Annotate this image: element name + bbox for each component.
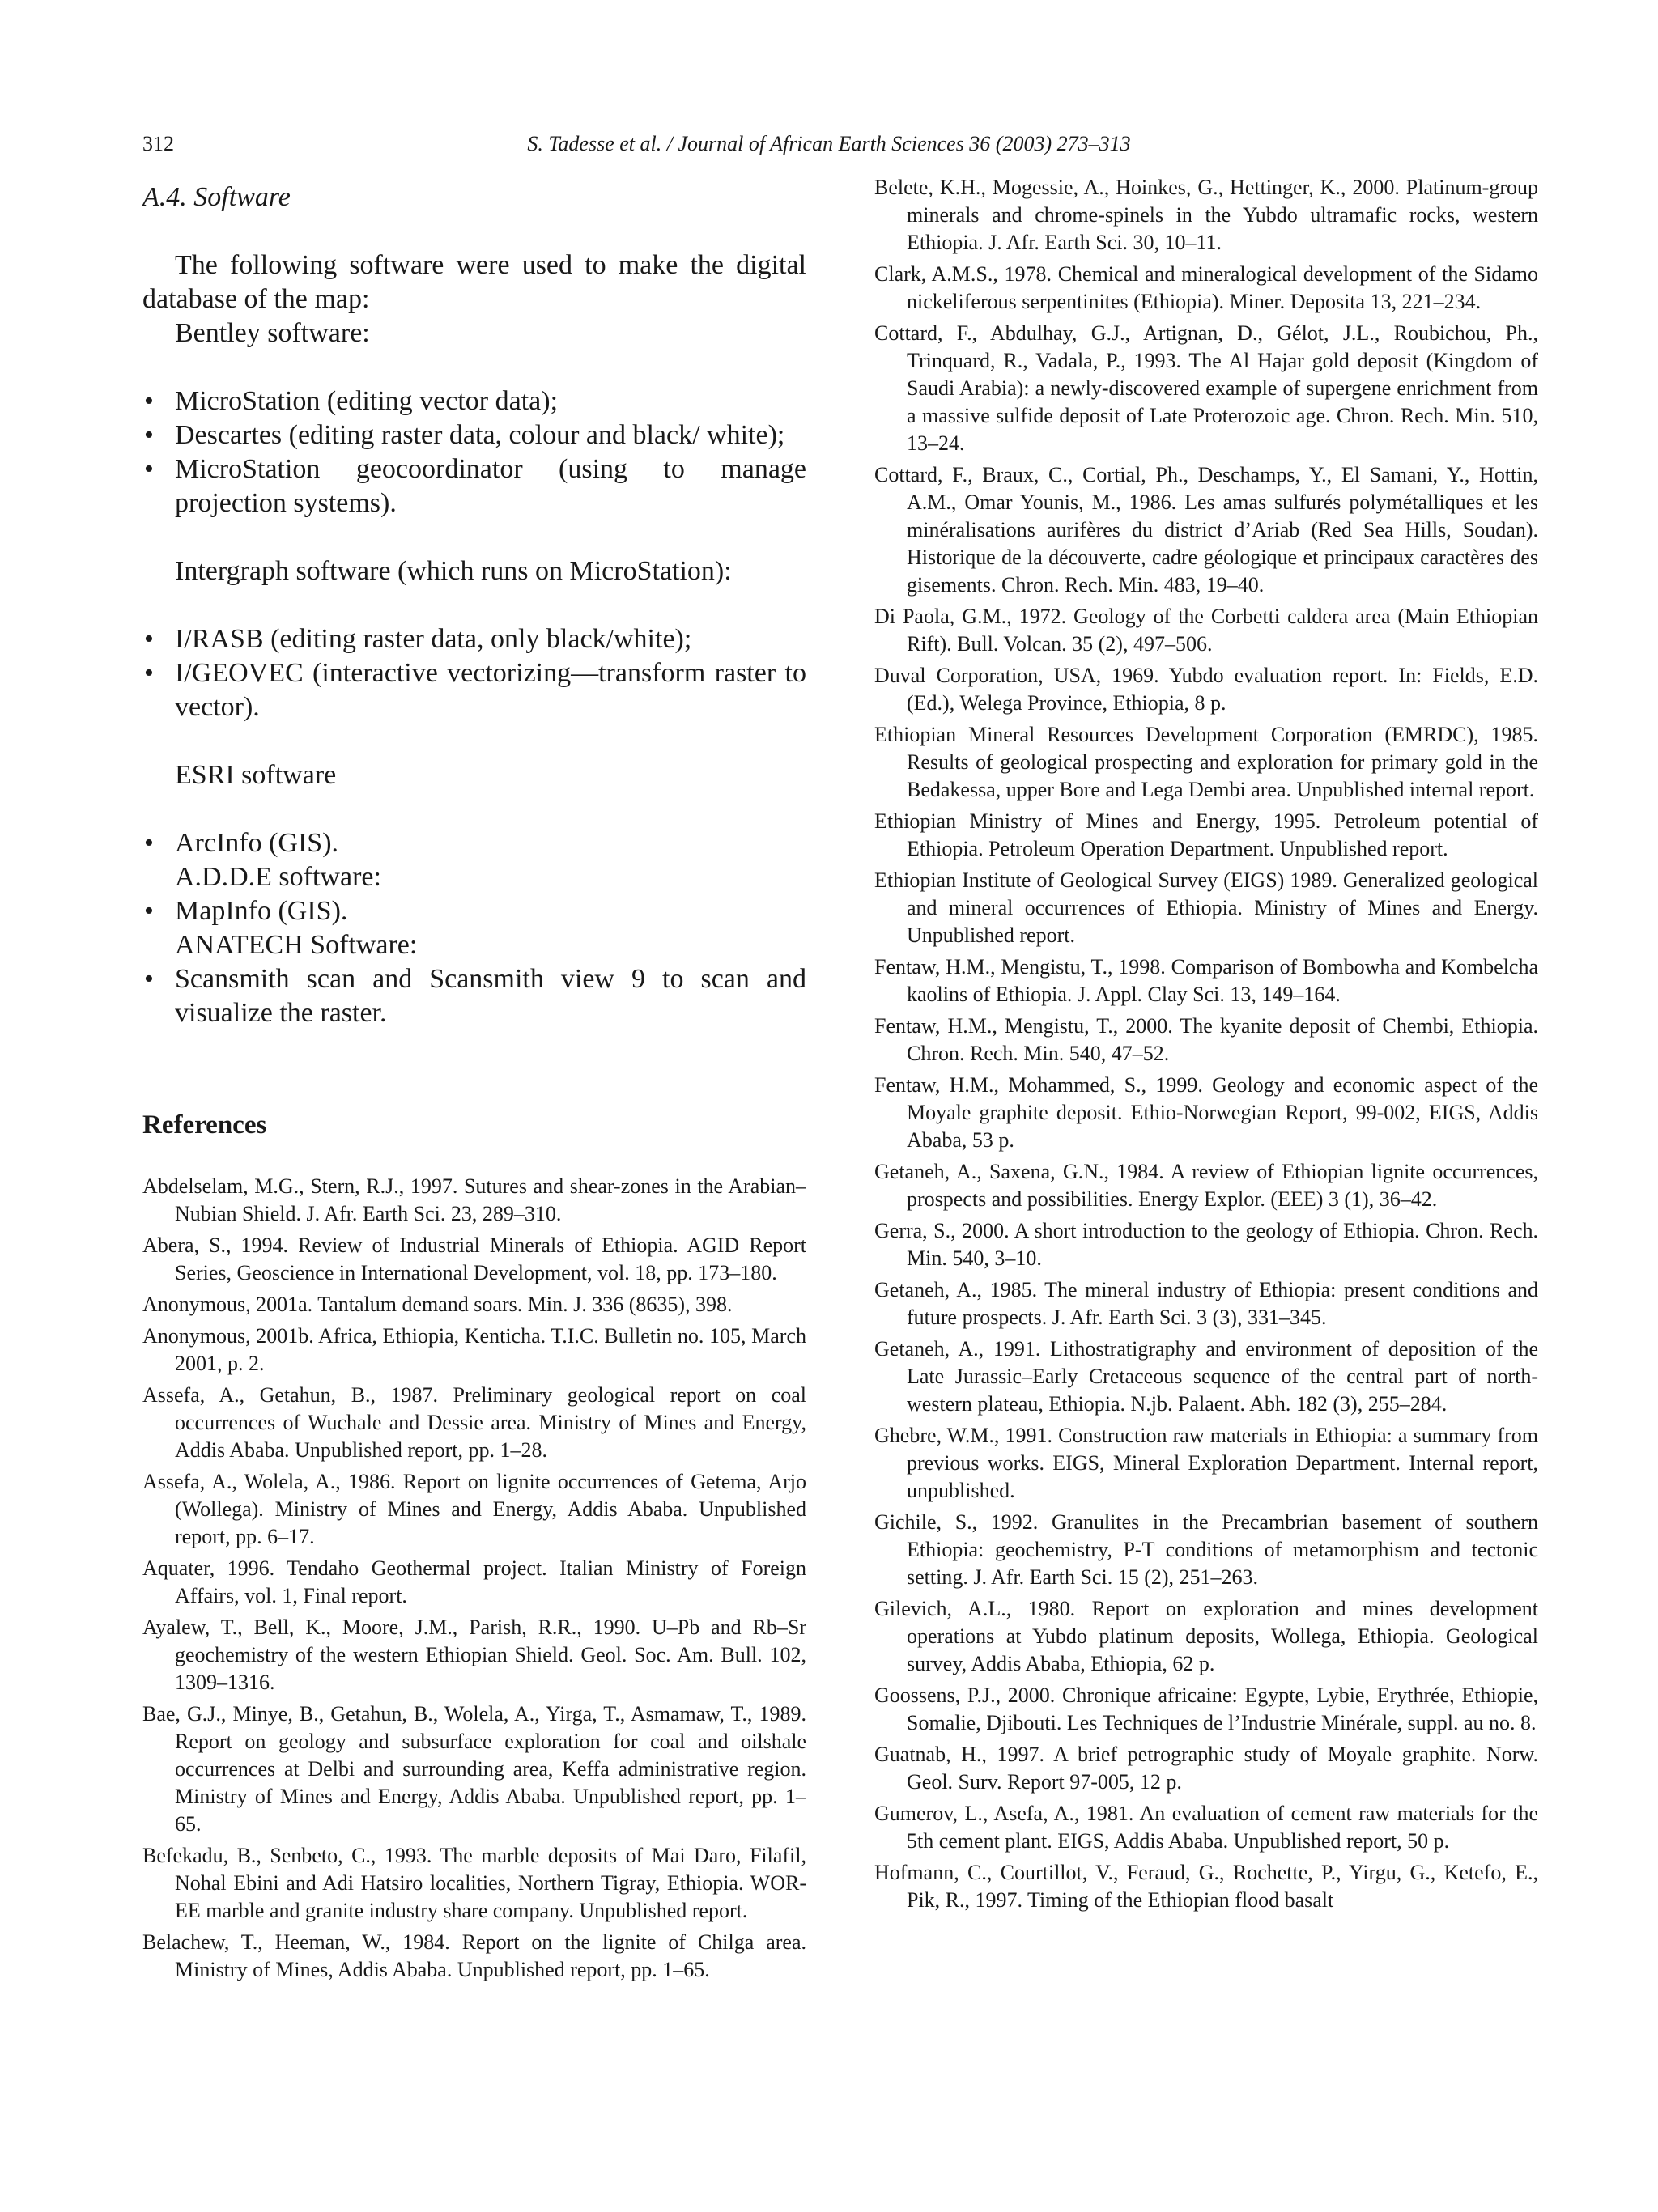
reference-entry: Guatnab, H., 1997. A brief petrographic study of Moyale graphite. Norw. Geol. Surv. Report 97-005, 12 p.	[874, 1743, 1538, 1794]
reference-entry: Goossens, P.J., 2000. Chronique africaine: Egypte, Lybie, Erythrée, Ethiopie, Somalie, Djibouti. Les Techniques de l’Industrie Minérale, suppl. au no. 8.	[874, 1683, 1538, 1734]
list-item: • I/RASB (editing raster data, only black/white);	[142, 622, 806, 656]
intergraph-label: Intergraph software (which runs on MicroStation):	[175, 556, 732, 586]
reference-entry: Abdelselam, M.G., Stern, R.J., 1997. Sutures and shear-zones in the Arabian–Nubian Shield. J. Afr. Earth Sci. 23, 289–310.	[142, 1174, 806, 1225]
reference-entry: Abera, S., 1994. Review of Industrial Minerals of Ethiopia. AGID Report Series, Geoscience in International Development, vol. 18, pp. 173–180.	[142, 1233, 806, 1284]
references-list-right	[874, 174, 1538, 1914]
reference-entry: Aquater, 1996. Tendaho Geothermal project. Italian Ministry of Foreign Affairs, vol. 1, Final report.	[142, 1556, 806, 1607]
section-title: A.4. Software	[142, 182, 291, 212]
reference-entry: Gerra, S., 2000. A short introduction to the geology of Ethiopia. Chron. Rech. Min. 540, 3–10.	[874, 1219, 1538, 1270]
bullet-icon: •	[144, 386, 154, 416]
reference-entry: Fentaw, H.M., Mengistu, T., 2000. The kyanite deposit of Chembi, Ethiopia. Chron. Rech. Min. 540, 47–52.	[874, 1014, 1538, 1065]
reference-entry: Getaneh, A., Saxena, G.N., 1984. A review of Ethiopian lignite occurrences, prospects and possibilities. Energy Explor. (EEE) 3 (1), 36–42.	[874, 1160, 1538, 1211]
reference-entry: Assefa, A., Wolela, A., 1986. Report on lignite occurrences of Getema, Arjo (Wollega). Ministry of Mines and Energy, Addis Ababa. Unpublished report, pp. 6–17.	[142, 1470, 806, 1548]
anatech-label: ANATECH Software:	[175, 930, 418, 960]
list-item: • MapInfo (GIS).	[142, 894, 806, 928]
reference-entry: Assefa, A., Getahun, B., 1987. Preliminary geological report on coal occurrences of Wuchale and Dessie area. Ministry of Mines and Energy, Addis Ababa. Unpublished report, pp. 1–28.	[142, 1383, 806, 1462]
bentley-list	[142, 384, 806, 520]
reference-entry: Ayalew, T., Bell, K., Moore, J.M., Parish, R.R., 1990. U–Pb and Rb–Sr geochemistry of the western Ethiopian Shield. Geol. Soc. Am. Bull. 102, 1309–1316.	[142, 1615, 806, 1694]
list-item: • ArcInfo (GIS).	[142, 826, 806, 860]
reference-entry: Gumerov, L., Asefa, A., 1981. An evaluation of cement raw materials for the 5th cement plant. EIGS, Addis Ababa. Unpublished report, 50 p.	[874, 1802, 1538, 1853]
references-heading: References	[142, 1110, 267, 1140]
bullet-icon: •	[144, 624, 154, 654]
reference-entry: Duval Corporation, USA, 1969. Yubdo evaluation report. In: Fields, E.D. (Ed.), Welega Province, Ethiopia, 8 p.	[874, 664, 1538, 715]
bullet-icon: •	[144, 420, 154, 450]
right-column	[874, 174, 1538, 2165]
reference-entry: Fentaw, H.M., Mohammed, S., 1999. Geology and economic aspect of the Moyale graphite deposit. Ethio-Norwegian Report, 99-002, EIGS, Addis Ababa, 53 p.	[874, 1073, 1538, 1152]
reference-entry: Getaneh, A., 1985. The mineral industry of Ethiopia: present conditions and future prospects. J. Afr. Earth Sci. 3 (3), 331–345.	[874, 1278, 1538, 1329]
reference-entry: Ethiopian Ministry of Mines and Energy, 1995. Petroleum potential of Ethiopia. Petroleum Operation Department. Unpublished report.	[874, 809, 1538, 860]
reference-entry: Bae, G.J., Minye, B., Getahun, B., Wolela, A., Yirga, T., Asmamaw, T., 1989. Report on geology and subsurface exploration for coal and oilshale occurrences at Delbi and surrounding area, Keffa administrative region. Ministry of Mines and Energy, Addis Ababa. Unpublished report, pp. 1–65.	[142, 1702, 806, 1836]
references-list-left	[142, 1173, 806, 1984]
reference-entry: Cottard, F., Braux, C., Cortial, Ph., Deschamps, Y., El Samani, Y., Hottin, A.M., Omar Younis, M., 1986. Les amas sulfurés polymétalliques et les minéralisations aurifères du district d’Ariab (Red Sea Hills, Soudan). Historique de la découverte, cadre géologique et principaux caractères des gisements. Chron. Rech. Min. 483, 19–40.	[874, 463, 1538, 597]
bullet-icon: •	[144, 896, 154, 926]
page-number: 312	[142, 132, 174, 155]
list-item: • I/GEOVEC (interactive vectorizing—transform raster to vector).	[144, 658, 806, 722]
reference-entry: Fentaw, H.M., Mengistu, T., 1998. Comparison of Bombowha and Kombelcha kaolins of Ethiopia. J. Appl. Clay Sci. 13, 149–164.	[874, 955, 1538, 1006]
reference-entry: Clark, A.M.S., 1978. Chemical and mineralogical development of the Sidamo nickeliferous serpentinites (Ethiopia). Miner. Deposita 13, 221–234.	[874, 262, 1538, 313]
bullet-icon: •	[144, 964, 154, 994]
bullet-icon: •	[144, 658, 154, 688]
list-item: • Descartes (editing raster data, colour and black/ white);	[142, 418, 806, 452]
reference-entry: Anonymous, 2001a. Tantalum demand soars. Min. J. 336 (8635), 398.	[142, 1293, 733, 1316]
reference-entry: Ethiopian Institute of Geological Survey (EIGS) 1989. Generalized geological and mineral occurrences of Ethiopia. Ministry of Mines and Energy. Unpublished report.	[874, 868, 1538, 947]
adde-label: A.D.D.E software:	[175, 862, 381, 892]
reference-entry: Cottard, F., Abdulhay, G.J., Artignan, D., Gélot, J.L., Roubichou, Ph., Trinquard, R., Vadala, P., 1993. The Al Hajar gold deposit (Kingdom of Saudi Arabia): a newly-discovered example of supergene enrichment from a massive sulfide deposit of Late Proterozoic age. Chron. Rech. Min. 510, 13–24.	[874, 321, 1538, 455]
intergraph-list	[142, 622, 806, 724]
bullet-icon: •	[144, 828, 154, 858]
list-item: • MicroStation geocoordinator (using to manage projection systems).	[144, 454, 806, 518]
software-intro: The following software were used to make the digital database of the map:	[142, 250, 806, 314]
bentley-label: Bentley software:	[175, 318, 370, 348]
list-item: • MicroStation (editing vector data);	[142, 384, 806, 418]
other-software-list	[142, 826, 806, 860]
reference-entry: Belachew, T., Heeman, W., 1984. Report on the lignite of Chilga area. Ministry of Mines, Addis Ababa. Unpublished report, pp. 1–65.	[142, 1930, 806, 1981]
esri-label: ESRI software	[175, 760, 337, 790]
reference-entry: Ghebre, W.M., 1991. Construction raw materials in Ethiopia: a summary from previous works. EIGS, Mineral Exploration Department. Internal report, unpublished.	[874, 1424, 1538, 1502]
reference-entry: Gichile, S., 1992. Granulites in the Precambrian basement of southern Ethiopia: geochemistry, P-T conditions of metamorphism and tectonic setting. J. Afr. Earth Sci. 15 (2), 251–263.	[874, 1510, 1538, 1589]
reference-entry: Anonymous, 2001b. Africa, Ethiopia, Kenticha. T.I.C. Bulletin no. 105, March 2001, p. 2.	[142, 1324, 806, 1375]
reference-entry: Gilevich, A.L., 1980. Report on exploration and mines development operations at Yubdo platinum deposits, Wollega, Ethiopia. Geological survey, Addis Ababa, Ethiopia, 62 p.	[874, 1597, 1538, 1675]
left-column	[142, 174, 806, 2165]
reference-entry: Di Paola, G.M., 1972. Geology of the Corbetti caldera area (Main Ethiopian Rift). Bull. Volcan. 35 (2), 497–506.	[874, 605, 1538, 656]
reference-entry: Befekadu, B., Senbeto, C., 1993. The marble deposits of Mai Daro, Filafil, Nohal Ebini and Adi Hatsiro localities, Northern Tigray, Ethiopia. WOR-EE marble and granite industry share company. Unpublished report.	[142, 1844, 806, 1922]
list-item: • Scansmith scan and Scansmith view 9 to scan and visualize the raster.	[144, 964, 806, 1028]
running-head: S. Tadesse et al. / Journal of African Earth Sciences 36 (2003) 273–313	[527, 132, 1131, 155]
bullet-icon: •	[144, 454, 154, 484]
reference-entry: Belete, K.H., Mogessie, A., Hoinkes, G., Hettinger, K., 2000. Platinum-group minerals and chrome-spinels in the Yubdo ultramafic rocks, western Ethiopia. J. Afr. Earth Sci. 30, 10–11.	[874, 176, 1538, 254]
reference-entry: Hofmann, C., Courtillot, V., Feraud, G., Rochette, P., Yirgu, G., Ketefo, E., Pik, R., 1997. Timing of the Ethiopian flood basalt	[874, 1861, 1538, 1912]
reference-entry: Getaneh, A., 1991. Lithostratigraphy and environment of deposition of the Late Jurassic–Early Cretaceous sequence of the central part of north-western plateau, Ethiopia. N.jb. Palaent. Abh. 182 (3), 255–284.	[874, 1337, 1538, 1416]
page-header	[142, 128, 1516, 160]
reference-entry: Ethiopian Mineral Resources Development Corporation (EMRDC), 1985. Results of geological prospecting and exploration for primary gold in the Bedakessa, upper Bore and Lega Dembi area. Unpublished internal report.	[874, 723, 1538, 801]
